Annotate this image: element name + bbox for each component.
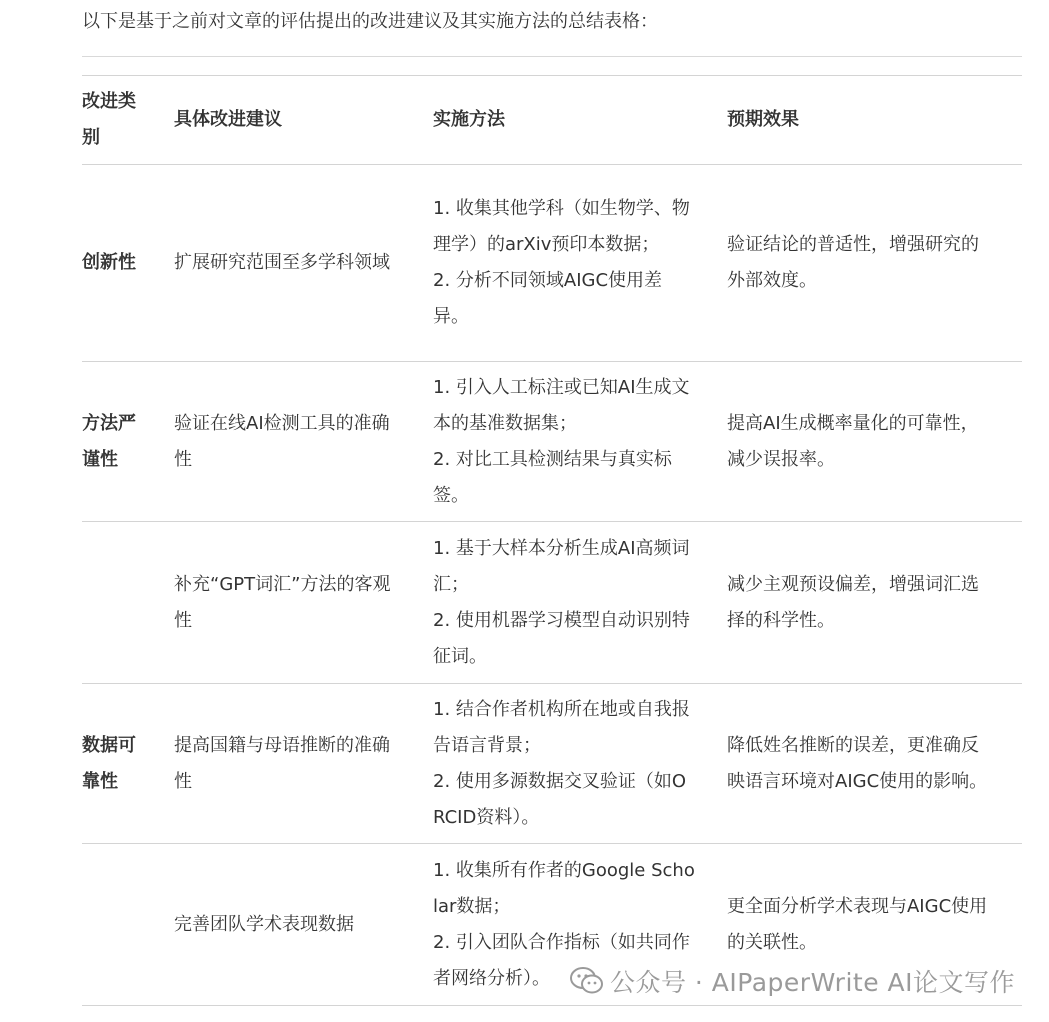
effect-cell bbox=[727, 684, 1022, 844]
method-cell bbox=[433, 684, 727, 844]
method-step: 2. 对比工具检测结果与真实标签。 bbox=[433, 448, 672, 506]
suggestion-text: 提高国籍与母语推断的准确性 bbox=[174, 734, 390, 792]
suggestion-cell bbox=[174, 844, 433, 1006]
header-effect bbox=[727, 76, 1022, 165]
effect-cell bbox=[727, 522, 1022, 684]
category-text: 创新性 bbox=[82, 252, 136, 273]
category-cell bbox=[82, 165, 174, 362]
header-method bbox=[433, 76, 727, 165]
header-category bbox=[82, 76, 174, 165]
watermark bbox=[570, 961, 1015, 1001]
header-effect-label: 预期效果 bbox=[727, 109, 799, 130]
wechat-icon bbox=[570, 967, 604, 995]
category-cell bbox=[82, 684, 174, 844]
category-cell bbox=[82, 844, 174, 1006]
suggestion-cell bbox=[174, 165, 433, 362]
table-row bbox=[82, 684, 1022, 844]
category-cell bbox=[82, 362, 174, 522]
effect-text: 降低姓名推断的误差，更准确反映语言环境对AIGC使用的影响。 bbox=[727, 734, 988, 792]
method-step: 1. 引入人工标注或已知AI生成文本的基准数据集； bbox=[433, 376, 690, 434]
suggestion-text: 扩展研究范围至多学科领域 bbox=[174, 252, 390, 273]
method-step: 2. 使用机器学习模型自动识别特征词。 bbox=[433, 609, 690, 667]
method-cell bbox=[433, 362, 727, 522]
table-row bbox=[82, 362, 1022, 522]
method-step: 1. 结合作者机构所在地或自我报告语言背景； bbox=[433, 698, 690, 756]
category-text: 方法严谨性 bbox=[82, 412, 136, 470]
category-text: 数据可靠性 bbox=[82, 734, 136, 792]
header-suggestion bbox=[174, 76, 433, 165]
suggestion-text: 验证在线AI检测工具的准确性 bbox=[174, 412, 390, 470]
method-step: 1. 收集其他学科（如生物学、物理学）的arXiv预印本数据； bbox=[433, 198, 690, 255]
method-step: 1. 基于大样本分析生成AI高频词汇； bbox=[433, 537, 690, 595]
watermark-text: 公众号 · AIPaperWrite AI论文写作 bbox=[609, 968, 1015, 997]
method-cell bbox=[433, 165, 727, 362]
method-step: 2. 引入团队合作指标（如共同作者网络分析）。 bbox=[433, 931, 690, 989]
effect-text: 更全面分析学术表现与AIGC使用的关联性。 bbox=[727, 895, 988, 953]
suggestion-cell bbox=[174, 522, 433, 684]
suggestion-text: 补充“GPT词汇”方法的客观性 bbox=[174, 573, 391, 631]
method-step: 2. 使用多源数据交叉验证（如ORCID资料）。 bbox=[433, 770, 687, 828]
header-method-label: 实施方法 bbox=[433, 109, 505, 130]
effect-cell bbox=[727, 165, 1022, 362]
header-suggestion-label: 具体改进建议 bbox=[174, 109, 282, 130]
table-header-row bbox=[82, 76, 1022, 165]
table-row bbox=[82, 522, 1022, 684]
suggestion-cell bbox=[174, 362, 433, 522]
divider bbox=[82, 56, 1022, 57]
method-cell bbox=[433, 522, 727, 684]
method-step: 1. 收集所有作者的Google Scholar数据； bbox=[433, 859, 695, 917]
table-row bbox=[82, 165, 1022, 362]
header-category-label: 改进类别 bbox=[82, 91, 136, 148]
effect-cell bbox=[727, 362, 1022, 522]
effect-text: 提高AI生成概率量化的可靠性，减少误报率。 bbox=[727, 412, 979, 470]
effect-text: 减少主观预设偏差，增强词汇选择的科学性。 bbox=[727, 573, 979, 631]
improvement-table bbox=[82, 75, 1022, 1006]
category-cell bbox=[82, 522, 174, 684]
suggestion-text: 完善团队学术表现数据 bbox=[174, 913, 354, 935]
effect-text: 验证结论的普适性，增强研究的外部效度。 bbox=[727, 234, 979, 291]
method-step: 2. 分析不同领域AIGC使用差异。 bbox=[433, 270, 663, 327]
suggestion-cell bbox=[174, 684, 433, 844]
intro-text: 以下是基于之前对文章的评估提出的改进建议及其实施方法的总结表格： bbox=[82, 11, 658, 32]
